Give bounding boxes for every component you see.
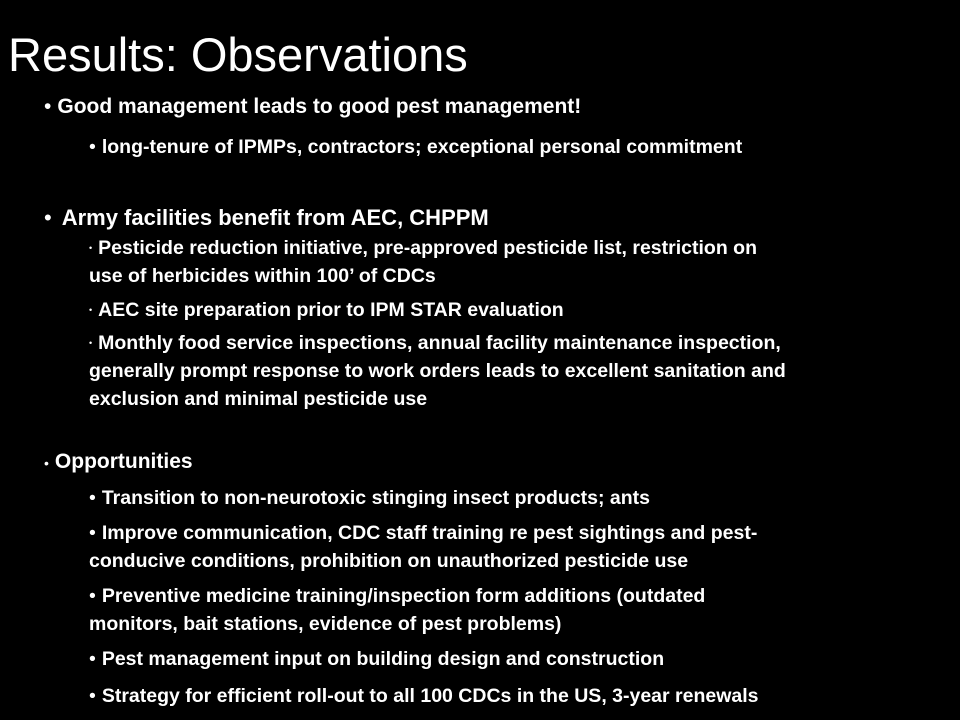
list-item-text: exclusion and minimal pesticide use	[89, 388, 428, 410]
list-item-text: Preventive medicine training/inspection form additions (outdated	[101, 585, 706, 607]
list-item-text: Pest management input on building design and construction	[101, 648, 665, 670]
list-item-text: Monthly food service inspections, annual facility maintenance inspection,	[98, 332, 781, 354]
list-item-monthly-inspections-cont2	[89, 386, 427, 413]
list-item-text: long-tenure of IPMPs, contractors; exceptional personal commitment	[101, 136, 743, 158]
section-heading-text: Opportunities	[54, 450, 193, 473]
bullet-icon: •	[89, 522, 96, 544]
list-item-text: Pesticide reduction initiative, pre-approved pesticide list, restriction on	[98, 237, 757, 259]
list-item-preventive-medicine-cont	[89, 611, 561, 638]
section-heading-opportunities	[44, 449, 193, 476]
list-item-improve-communication-cont	[89, 548, 688, 575]
list-item-monthly-inspections-cont1	[89, 358, 786, 385]
list-item-strategy-rollout	[89, 683, 759, 710]
bullet-icon: •	[89, 338, 93, 349]
bullet-icon: •	[89, 685, 96, 707]
list-item-text: AEC site preparation prior to IPM STAR evaluation	[98, 299, 564, 321]
list-item-preventive-medicine	[89, 583, 705, 610]
section-heading-text: Army facilities benefit from AEC, CHPPM	[61, 205, 489, 230]
list-item-text: Strategy for efficient roll-out to all 100 CDCs in the US, 3-year renewals	[101, 685, 759, 707]
list-item-pest-management-input	[89, 646, 664, 673]
slide-title: Results: Observations	[8, 28, 468, 81]
bullet-icon: •	[44, 455, 49, 471]
bullet-icon: •	[89, 305, 93, 316]
list-item-pesticide-reduction-cont	[89, 263, 436, 290]
section-heading-good-management	[44, 94, 581, 120]
section-heading-text: Good management leads to good pest management!	[57, 95, 582, 118]
bullet-icon: •	[89, 243, 93, 254]
list-item-pesticide-reduction	[89, 235, 757, 262]
list-item-aec-site-prep	[89, 297, 564, 324]
bullet-icon: •	[89, 136, 96, 158]
bullet-icon: •	[44, 205, 52, 230]
bullet-icon: •	[89, 585, 96, 607]
bullet-icon: •	[44, 95, 52, 118]
list-item-text: use of herbicides within 100’ of CDCs	[89, 265, 436, 287]
list-item-text: conducive conditions, prohibition on unauthorized pesticide use	[89, 550, 689, 572]
list-item-text: monitors, bait stations, evidence of pest problems)	[89, 613, 562, 635]
list-item-text: generally prompt response to work orders leads to excellent sanitation and	[89, 360, 786, 382]
bullet-icon: •	[89, 648, 96, 670]
bullet-icon: •	[89, 487, 96, 509]
list-item-transition	[89, 485, 650, 512]
list-item-improve-communication	[89, 520, 757, 547]
list-item-long-tenure	[89, 134, 742, 161]
list-item-monthly-inspections	[89, 330, 781, 357]
list-item-text: Transition to non-neurotoxic stinging insect products; ants	[101, 487, 651, 509]
list-item-text: Improve communication, CDC staff training re pest sightings and pest-	[101, 522, 758, 544]
section-heading-army-facilities	[44, 204, 489, 232]
